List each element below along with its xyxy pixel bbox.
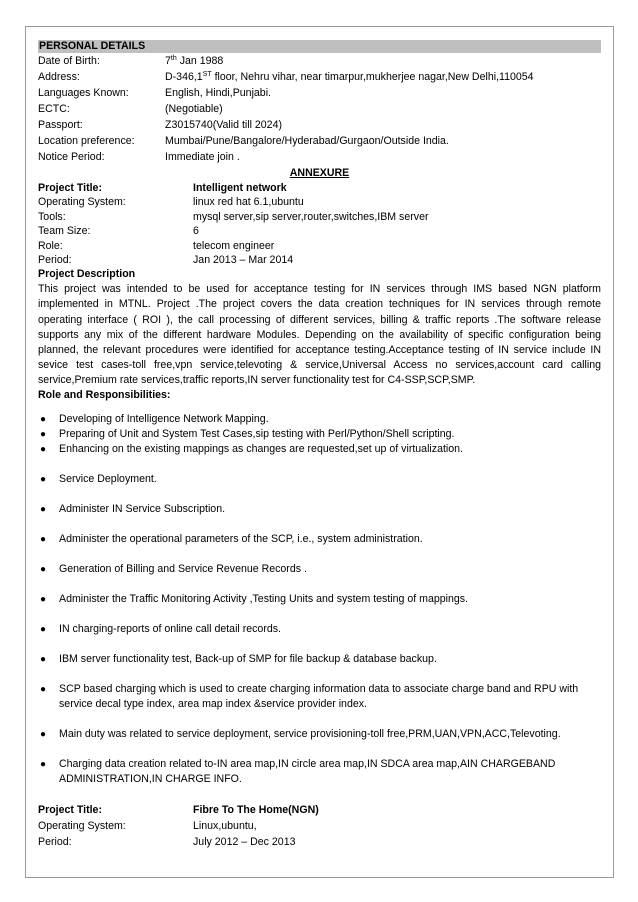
list-item: ● Administer the operational parameters of the SCP, i.e., system administration. [40,533,423,545]
passport-value: Z3015740(Valid till 2024) [165,119,282,131]
bullet-icon: ● [40,684,47,695]
resume-content [38,40,601,850]
bullet-icon: ● [40,474,47,485]
project1-os: linux red hat 6.1,ubuntu [193,196,304,209]
resume-page [25,26,614,878]
project1-role-label: Role: [38,239,63,252]
project2-title-label: Project Title: [38,804,102,816]
location-label: Location preference: [38,135,135,147]
project1-role: telecom engineer [193,239,275,252]
dob-value: 7th Jan 1988 [165,55,224,67]
list-item: ● Administer the Traffic Monitoring Activity ,Testing Units and system testing of mappings. [40,593,469,605]
list-item: ● SCP based charging which is used to create charging information data to associate charge band and RPU with service decal type index, area map index &service provider index. [40,683,579,710]
list-item: ● Main duty was related to service deployment, service provisioning-toll free,PRM,UAN,VPN,ACC,Televoting. [40,728,561,740]
annexure-heading: ANNEXURE [289,167,350,179]
languages-row [38,85,601,101]
languages-label: Languages Known: [38,87,129,99]
bullet-icon: ● [40,759,47,770]
project1-role-row [38,239,601,253]
list-item: ● Service Deployment. [40,473,157,485]
project2-title: Fibre To The Home(NGN) [193,804,319,816]
bullet-icon: ● [40,594,47,605]
project1-period: Jan 2013 – Mar 2014 [193,253,294,266]
list-item: ● Charging data creation related to-IN area map,IN circle area map,IN SDCA area map,AIN CHARGEBAND ADMINISTRATION,IN CHARGE INFO. [40,758,556,785]
dob-label: Date of Birth: [38,55,100,67]
project-description-heading: Project Description [38,268,136,281]
notice-value: Immediate join . [165,151,240,163]
bullet-icon: ● [40,534,47,545]
list-item: ● Generation of Billing and Service Revenue Records . [40,563,307,575]
project1-os-row [38,195,601,209]
notice-row [38,149,601,165]
location-row [38,133,601,149]
project1-period-row [38,253,601,267]
project2-os-label: Operating System: [38,820,126,832]
project2-title-row [38,802,601,818]
dob-row [38,53,601,69]
project1-title-row [38,181,601,195]
project1-team-row [38,224,601,238]
bullet-icon: ● [40,429,47,440]
project2-os-row [38,818,601,834]
bullet-icon: ● [40,414,47,425]
bullet-icon: ● [40,624,47,635]
bullet-icon: ● [40,504,47,515]
address-row [38,69,601,85]
ectc-label: ECTC: [38,103,70,115]
project2-period: July 2012 – Dec 2013 [193,836,296,848]
project1-tools-row [38,210,601,224]
passport-row [38,117,601,133]
list-item: ● Administer IN Service Subscription. [40,503,226,515]
project1-tools: mysql server,sip server,router,switches,IBM server [193,210,429,223]
roles-heading: Role and Responsibilities: [38,389,171,401]
project1-title: Intelligent network [193,182,287,194]
list-item: ● Developing of Intelligence Network Mapping. [40,413,269,425]
address-value: D-346,1ST floor, Nehru vihar, near timarpur,mukherjee nagar,New Delhi,110054 [165,71,534,83]
bullet-icon: ● [40,654,47,665]
ectc-value: (Negotiable) [165,103,223,115]
responsibilities-list [38,412,601,787]
project1-period-label: Period: [38,253,72,266]
list-item: ● Preparing of Unit and System Test Cases,sip testing with Perl/Python/Shell scripting. [40,428,455,440]
languages-value: English, Hindi,Punjabi. [165,87,271,99]
notice-label: Notice Period: [38,151,105,163]
list-item: ● IBM server functionality test, Back-up of SMP for file backup & database backup. [40,653,437,665]
address-label: Address: [38,71,80,83]
project-description: This project was intended to be used for acceptance testing for IN services through IMS based NGN platform implemented in MTNL. Project .The project covers the data creation techniques for IN services through remote operating interface ( ROI ), the call processing of different services, billing & traffic reports .The software release supports any mix of the different hardware Modules. Depending on the availability of specific configuration being planned, the relevant procedures were identified for acceptance testing.Acceptance testing of IN service include IN sevice test cases-toll free,vpn service,televoting & service,Universal Access no services,account card calling service,Premium rate services,traffic reports,IN server functionality test for C4-SSP,SCP,SMP. [38,283,601,386]
project1-tools-label: Tools: [38,210,66,223]
project2-os: Linux,ubuntu, [193,820,257,832]
ectc-row [38,101,601,117]
project1-title-label: Project Title: [38,182,102,194]
list-item: ● IN charging-reports of online call detail records. [40,623,281,635]
project1-team-label: Team Size: [38,225,91,238]
bullet-icon: ● [40,729,47,740]
project1-team: 6 [193,225,199,238]
personal-details-header: PERSONAL DETAILS [38,40,601,53]
passport-label: Passport: [38,119,83,131]
bullet-icon: ● [40,564,47,575]
bullet-icon: ● [40,444,47,455]
project2-period-row [38,834,601,850]
list-item: ● Enhancing on the existing mappings as changes are requested,set up of virtualization. [40,443,463,455]
location-value: Mumbai/Pune/Bangalore/Hyderabad/Gurgaon/Outside India. [165,135,449,147]
project2-period-label: Period: [38,836,72,848]
project1-os-label: Operating System: [38,196,126,209]
